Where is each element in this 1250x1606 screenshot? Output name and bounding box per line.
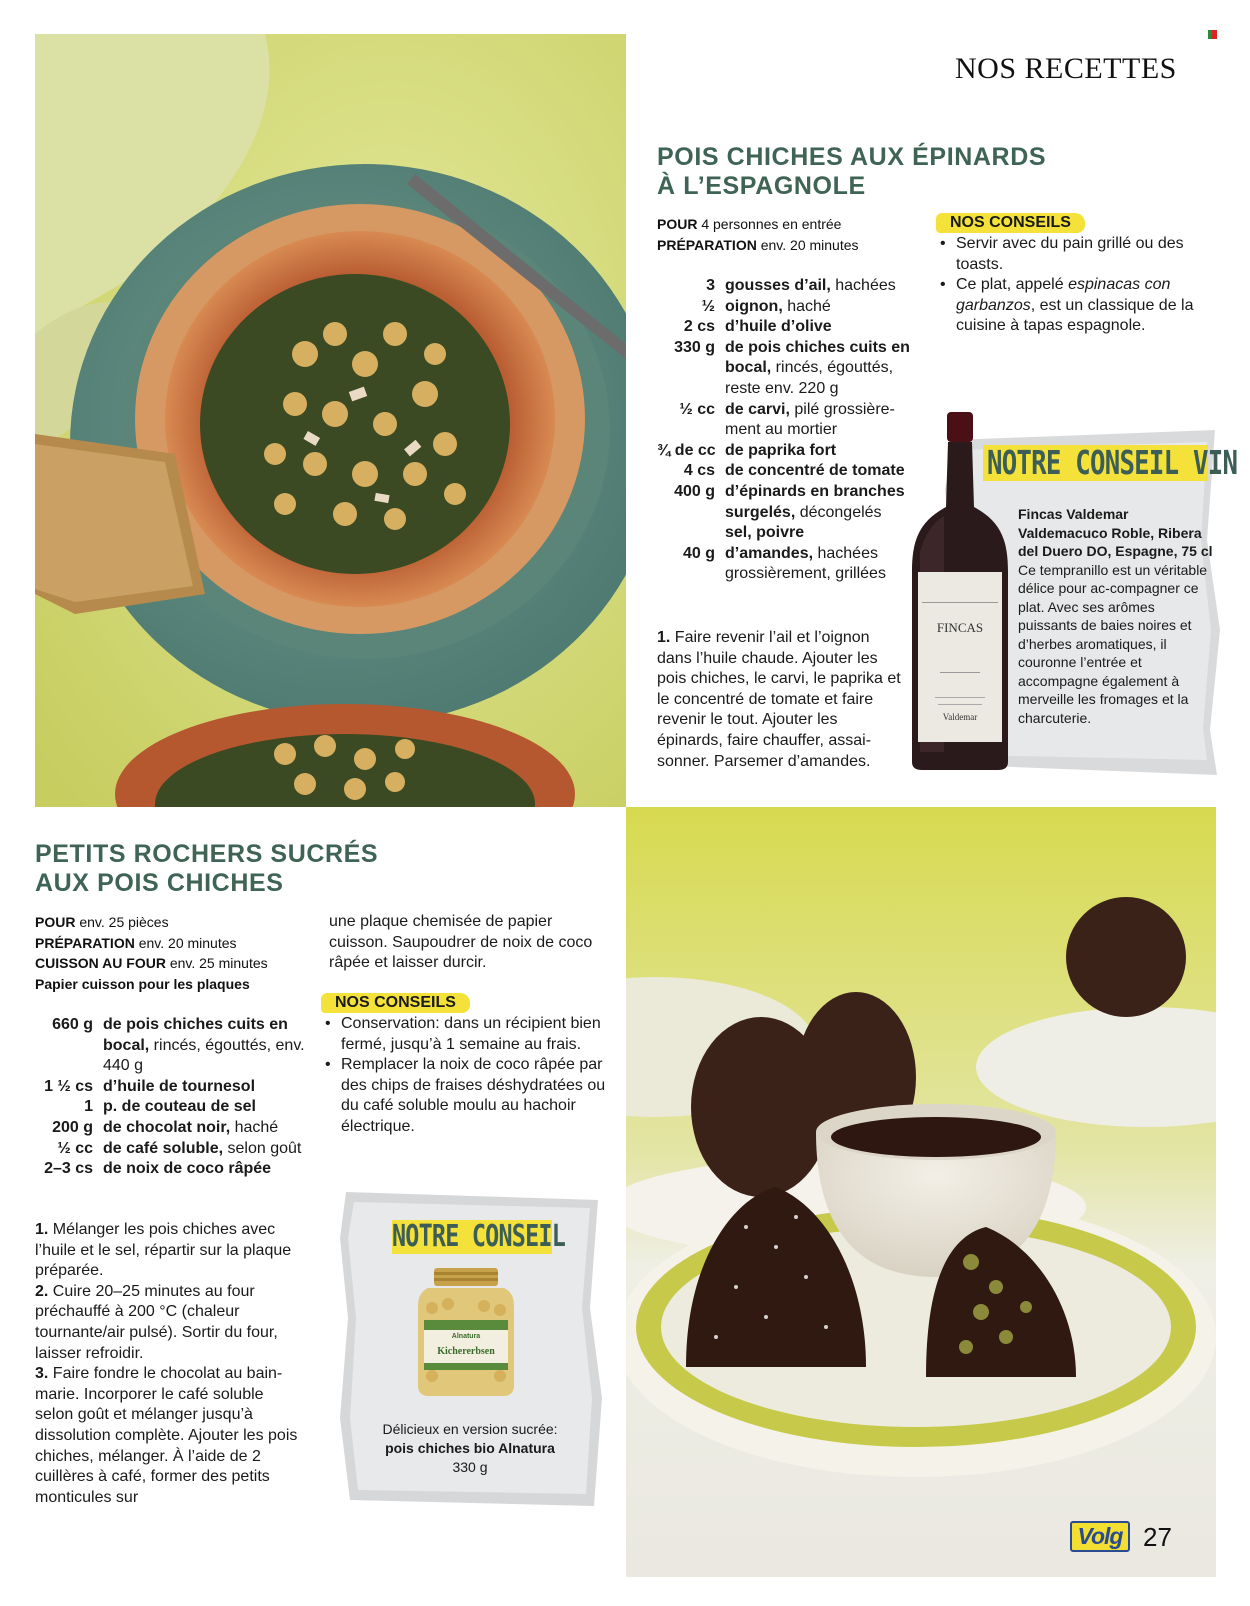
ingredient-quantity: 400 g: [674, 482, 715, 500]
section-header: NOS RECETTES: [955, 52, 1177, 85]
ingredient-name: de pois chiches cuits en bocal,: [103, 1016, 288, 1054]
ingredient-text: [93, 1015, 305, 1077]
ingredient-text: [93, 1077, 255, 1098]
page-number: 27: [1143, 1522, 1172, 1552]
ingredient-row: [657, 461, 927, 482]
ingredient-quantity: 1 ½ cs: [44, 1077, 93, 1095]
recipe1-title-line2: À L’ESPAGNOLE: [657, 172, 866, 200]
bottle-label-sub: Valdemar: [942, 712, 978, 722]
tip-text-italic: espinacas con garbanzos: [956, 276, 1171, 314]
recipe1-step-1: [657, 628, 907, 772]
ingredient-quantity: 660 g: [52, 1016, 93, 1033]
recipe1-title: [657, 143, 1046, 201]
ingredient-name: d’huile d’olive: [725, 318, 832, 336]
ingredient-text: [715, 441, 836, 462]
serves-value: env. 25 pièces: [79, 914, 169, 930]
ingredient-name: de concentré de tomate: [725, 462, 905, 480]
ingredient-quantity: [657, 523, 715, 544]
tips-list: [936, 234, 1216, 337]
ingredient-quantity: 3: [706, 277, 715, 294]
ingredient-detail: hachées grossièrement, grillées: [725, 544, 886, 583]
ingredient-text: [715, 276, 896, 297]
ingredient-text: [715, 297, 831, 318]
ingredient-row: [35, 1077, 305, 1098]
ingredient-name: gousses d’ail,: [725, 277, 831, 294]
ingredient-name: d’huile de tournesol: [103, 1077, 256, 1095]
step-text: Faire fondre le chocolat au bain-marie. Incorporer le café soluble selon goût et mélanger jusqu’à dissolution complète. Ajouter les pois chiches, mélanger. À l’aide de 2 cuillères à café, former des petits monticules sur: [35, 1365, 298, 1506]
ingredient-detail: haché: [230, 1118, 279, 1136]
ingredient-quantity: 2–3 cs: [44, 1160, 93, 1178]
tip-item: • Remplacer la noix de coco râpée par des chips de fraises déshydratées ou du café soluble moulu au hachoir électrique.: [321, 1055, 606, 1137]
ingredient-row: [657, 441, 927, 462]
ingredient-text: [715, 482, 927, 523]
wine-description: [1018, 505, 1213, 727]
caption-line2: pois chiches bio Alnatura: [385, 1440, 555, 1456]
recipe2-title-line1: PETITS ROCHERS SUCRÉS: [35, 840, 379, 868]
tip-item: • Conservation: dans un récipient bien fermé, jusqu’à 1 semaine au frais.: [321, 1014, 606, 1055]
ingredient-name: de chocolat noir,: [103, 1118, 231, 1136]
step-text: Cuire 20–25 minutes au four préchauffé à 200 °C (chaleur tournante/air pulsé). Sortir du four, laisser refroidir.: [35, 1282, 278, 1362]
ingredient-row: [657, 338, 927, 400]
serves-label: POUR: [657, 216, 698, 232]
ingredient-quantity: 330 g: [674, 338, 715, 356]
tips-label: NOS CONSEILS: [321, 993, 470, 1013]
prep-label: PRÉPARATION: [657, 236, 757, 253]
recipe2-steps: [35, 1220, 300, 1508]
step-number: 1.: [35, 1221, 49, 1238]
step-text: Faire revenir l’ail et l’oignon dans l’huile chaude. Ajouter les pois chiches, le carvi, le paprika et le concentré de tomate et faire revenir le tout. Ajouter les épinards, faire chauffer, assai-sonner. Parsemer d’amandes.: [657, 629, 901, 770]
wine-card-heading: NOTRE CONSEIL VIN: [987, 443, 1238, 482]
jar-label: Kichererbsen: [437, 1346, 495, 1357]
caption-line3: 330 g: [452, 1459, 488, 1475]
photo-chickpea-spinach-dish: [35, 34, 626, 807]
ingredient-detail: haché: [782, 297, 831, 315]
ingredient-row: [35, 1139, 305, 1160]
photo-chocolate-chickpea-rocks: [626, 807, 1216, 1577]
recipe2-step-continuation: [329, 912, 594, 974]
product-caption: [352, 1420, 588, 1477]
ingredient-text: [715, 338, 927, 400]
ingredient-quantity: ¾ de cc: [657, 441, 716, 459]
ingredient-row: [657, 523, 927, 544]
ingredient-name: de paprika fort: [725, 441, 837, 459]
ingredient-quantity: ½: [701, 297, 715, 315]
ingredient-row: [35, 1159, 305, 1180]
wine-text: Ce tempranillo est un véritable délice pour ac-compagner ce plat. Avec ses arômes puissants de baies noires et d’herbes aromatiques, il couronne l’entrée et accompagne également à merveille les fromages et la charcuterie.: [1018, 561, 1208, 726]
serves-value: 4 personnes en entrée: [701, 216, 842, 232]
ingredient-name: de pois chiches cuits en bocal,: [725, 338, 910, 377]
recipe2-ingredients: [35, 1015, 305, 1180]
recipe1-steps: [657, 628, 907, 772]
ingredient-text: [715, 461, 905, 482]
tip-item: • Servir avec du pain grillé ou des toasts.: [936, 234, 1216, 275]
ingredient-text: [715, 317, 832, 338]
recipe2-title: [35, 840, 378, 898]
ingredient-text: [715, 544, 927, 585]
ingredient-quantity: 200 g: [52, 1118, 93, 1136]
ingredient-row: [657, 276, 927, 297]
ingredient-row: [657, 482, 927, 523]
ingredient-name: oignon,: [725, 297, 783, 315]
recipe2-step-1: [35, 1220, 300, 1282]
product-card-heading: NOTRE CONSEIL: [392, 1219, 566, 1254]
ingredient-text: [93, 1139, 301, 1160]
tips-list: [321, 1014, 606, 1138]
wine-name: Fincas Valdemar Valdemacuco Roble, Ribera del Duero DO, Espagne, 75 cl: [1018, 506, 1213, 559]
ingredient-name: sel, poivre: [725, 524, 805, 542]
step-number: 1.: [657, 629, 671, 646]
ingredient-detail: hachées: [830, 277, 896, 294]
step-number: 2.: [35, 1282, 49, 1300]
step-number: 3.: [35, 1365, 49, 1383]
ingredient-quantity: 2 cs: [683, 318, 715, 336]
ingredient-text: [715, 400, 927, 441]
jar-brand: Alnatura: [451, 1333, 481, 1340]
tips-label: NOS CONSEILS: [936, 213, 1085, 233]
ingredient-name: de café soluble,: [103, 1139, 224, 1157]
recipe2-tips: [321, 993, 606, 1138]
prep-value: env. 20 minutes: [138, 934, 237, 951]
tip-item: [936, 275, 1216, 337]
ingredient-quantity: ½ cc: [57, 1139, 93, 1157]
ingredient-detail: décongelés: [795, 503, 882, 521]
recipe1-meta: [657, 214, 859, 255]
ingredient-quantity: 4 cs: [683, 462, 715, 480]
caption-line1: Délicieux en version sucrée:: [382, 1421, 558, 1437]
ingredient-row: [657, 317, 927, 338]
ingredient-row: [35, 1118, 305, 1139]
step-text: une plaque chemisée de papier cuisson. Saupoudrer de noix de coco râpée et laisser durcir.: [329, 913, 593, 972]
recipe2-step-2: [35, 1282, 300, 1364]
tip-text: Ce plat, appelé: [956, 276, 1069, 294]
ingredient-row: [657, 297, 927, 318]
ingredient-detail: rincés, égouttés, reste env. 220 g: [725, 359, 894, 397]
ingredient-quantity: 40 g: [682, 544, 715, 562]
recipe2-meta: [35, 912, 268, 994]
ingredient-row: [657, 544, 927, 585]
chickpea-jar-image: [418, 1268, 514, 1396]
brand-name: Volg: [1077, 1523, 1123, 1549]
ingredient-text: [715, 523, 804, 544]
ingredient-text: [93, 1159, 271, 1180]
ingredient-name: de noix de coco râpée: [103, 1160, 272, 1178]
bake-label: CUISSON AU FOUR: [35, 955, 166, 971]
step-text: Mélanger les pois chiches avec l’huile et le sel, répartir sur la plaque préparée.: [35, 1221, 292, 1280]
recipe1-tips: [936, 213, 1216, 337]
prep-label: PRÉPARATION: [35, 934, 135, 951]
flag-icon: [1208, 30, 1217, 39]
ingredient-quantity: ½ cc: [679, 400, 715, 418]
ingredient-text: [93, 1097, 256, 1118]
recipe1-ingredients: [657, 276, 927, 585]
volg-logo: [1070, 1521, 1130, 1552]
ingredient-name: d’épinards en branches surgelés,: [725, 482, 905, 521]
ingredient-quantity: 1: [84, 1098, 93, 1116]
ingredient-name: de carvi,: [725, 400, 790, 418]
recipe1-title-line1: POIS CHICHES AUX ÉPINARDS: [657, 143, 1047, 171]
prep-value: env. 20 minutes: [760, 236, 859, 253]
ingredient-detail: rincés, égouttés, env. 440 g: [103, 1036, 305, 1075]
ingredient-row: [35, 1097, 305, 1118]
serves-label: POUR: [35, 914, 76, 930]
recipe2-title-line2: AUX POIS CHICHES: [35, 869, 284, 897]
ingredient-name: d’amandes,: [725, 544, 814, 562]
ingredient-detail: pilé grossière-ment au mortier: [725, 400, 895, 439]
ingredient-text: [93, 1118, 278, 1139]
ingredient-row: [657, 400, 927, 441]
ingredient-detail: selon goût: [223, 1139, 302, 1157]
bake-value: env. 25 minutes: [169, 955, 268, 971]
bottle-label-text: FINCAS: [936, 620, 984, 635]
tip-text: , est un classique de la cuisine à tapas espagnole.: [956, 296, 1194, 335]
ingredient-row: [35, 1015, 305, 1077]
meta-extra: Papier cuisson pour les plaques: [35, 975, 250, 992]
recipe2-step-3: [35, 1364, 300, 1508]
ingredient-name: p. de couteau de sel: [103, 1098, 256, 1116]
